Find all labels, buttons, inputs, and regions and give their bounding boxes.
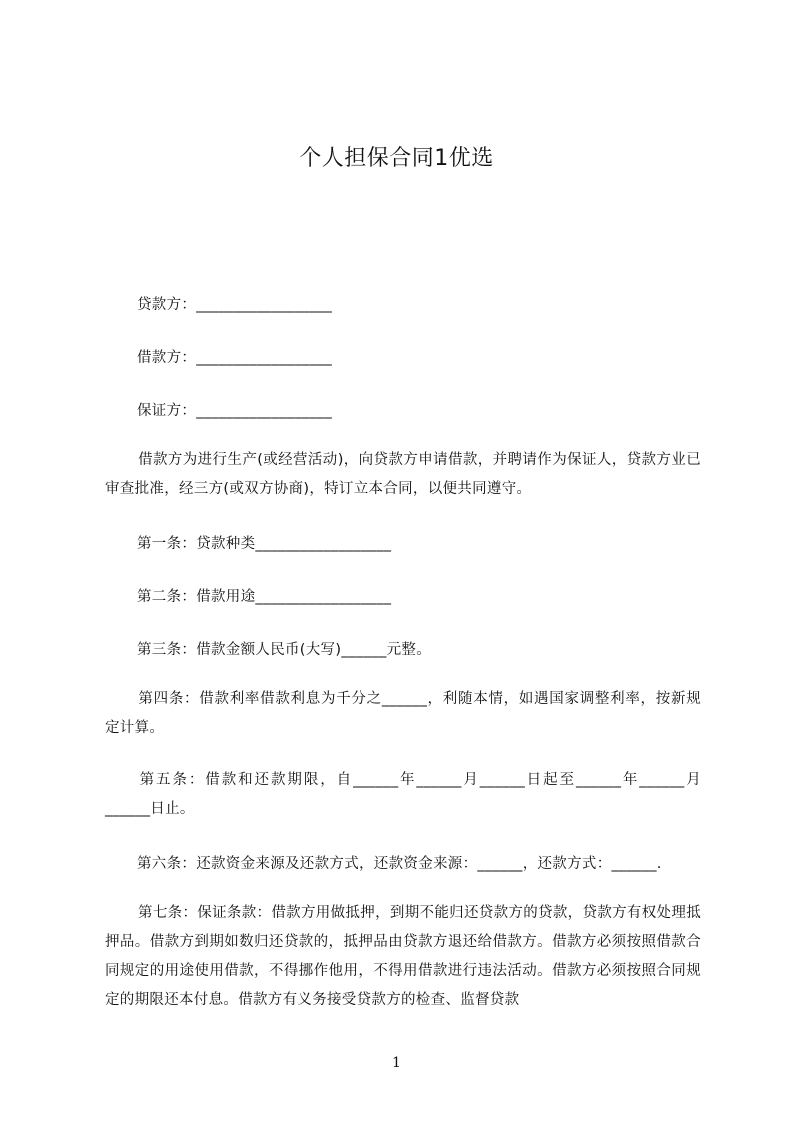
article-7 — [105, 899, 701, 1015]
article-6: 第六条：还款资金来源及还款方式，还款资金来源：______，还款方式：______. — [137, 856, 662, 872]
article-4 — [105, 685, 701, 743]
article-4-text: 第四条：借款利率借款利息为千分之______，利随本情，如遇国家调整利率，按新规定计算。 — [105, 691, 701, 736]
article-1: 第一条：贷款种类__________________ — [137, 536, 392, 552]
lender-line: 贷款方：__________________ — [137, 297, 333, 313]
guarantor-line: 保证方：__________________ — [137, 403, 333, 419]
article-2: 第二条：借款用途__________________ — [137, 589, 392, 605]
article-5 — [105, 766, 701, 824]
article-7-text: 第七条：保证条款：借款方用做抵押，到期不能归还贷款方的贷款，贷款方有权处理抵押品。借款方到期如数归还贷款的，抵押品由贷款方退还给借款方。借款方必须按照借款合同规定的用途使用借款，不得挪作他用，不得用借款进行违法活动。借款方必须按照合同规定的期限还本付息。借款方有义务接受贷款方的检查、监督贷款 — [105, 905, 701, 1008]
preamble-text: 借款方为进行生产(或经营活动)，向贷款方申请借款，并聘请作为保证人，贷款方业已审查批准，经三方(或双方协商)，特订立本合同，以便共同遵守。 — [105, 452, 701, 497]
article-3: 第三条：借款金额人民币(大写)______元整。 — [137, 642, 432, 658]
borrower-line: 借款方：__________________ — [137, 350, 333, 366]
preamble-paragraph — [105, 446, 701, 504]
article-5-text: 第五条：借款和还款期限，自______年______月______日起至______年______月______日止。 — [105, 772, 701, 817]
document-title: 个人担保合同1优选 — [299, 146, 494, 171]
page-number: 1 — [392, 1055, 401, 1071]
